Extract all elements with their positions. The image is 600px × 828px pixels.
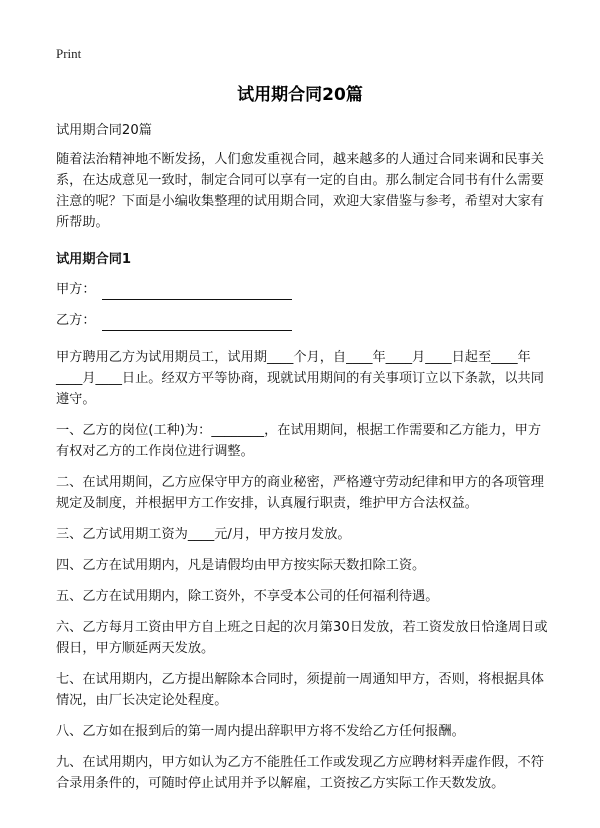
party-b-label: 乙方： <box>56 313 96 328</box>
party-b-blank-line <box>102 314 292 331</box>
clause-paragraph: 八、乙方如在报到后的第一周内提出辞职甲方将不发给乙方任何报酬。 <box>56 724 465 739</box>
clause-paragraph: 四、乙方在试用期内，凡是请假均由甲方按实际天数扣除工资。 <box>56 558 426 573</box>
clause-paragraph: 二、在试用期间，乙方应保守甲方的商业秘密，严格遵守劳动纪律和甲方的各项管理规定及制度，并根据甲方工作安排，认真履行职责，维护甲方合法权益。 <box>56 475 544 511</box>
clause-paragraph: 六、乙方每月工资由甲方自上班之日起的次月第30日发放，若工资发放日恰逢周日或假日，甲方顺延两天发放。 <box>56 620 548 656</box>
party-a-label: 甲方： <box>56 282 96 297</box>
clause-paragraph: 七、在试用期内，乙方提出解除本合同时，须提前一周通知甲方，否则，将根据具体情况，由厂长决定论处程度。 <box>56 672 544 708</box>
party-a-blank-line <box>102 283 292 300</box>
section-heading: 试用期合同1 <box>56 252 132 267</box>
document-subtitle: 试用期合同20篇 <box>56 123 152 138</box>
party-b-row <box>56 310 548 331</box>
clause-paragraph: 九、在试用期内，甲方如认为乙方不能胜任工作或发现乙方应聘材料弄虚作假，不符合录用条件的，可随时停止试用并予以解雇，工资按乙方实际工作天数发放。 <box>56 755 544 791</box>
clause-paragraph: 五、乙方在试用期内，除工资外，不享受本公司的任何福利待遇。 <box>56 589 439 604</box>
document-body <box>56 120 548 804</box>
clause-paragraph: 一、乙方的岗位(工种)为：________，在试用期间，根据工作需要和乙方能力，甲方有权对乙方的工作岗位进行调整。 <box>56 423 542 459</box>
clause-paragraph: 甲方聘用乙方为试用期员工，试用期____个月，自____年____月____日起至____年____月____日止。经双方平等协商，现就试用期间的有关事项订立以下条款，以共同遵守。 <box>56 350 544 407</box>
document-title: 试用期合同20篇 <box>237 85 363 105</box>
print-link[interactable]: Print <box>56 46 82 61</box>
party-a-row <box>56 279 548 300</box>
clause-paragraph: 三、乙方试用期工资为____元/月，甲方按月发放。 <box>56 527 351 542</box>
intro-paragraph: 随着法治精神地不断发扬，人们愈发重视合同，越来越多的人通过合同来调和民事关系，在达成意见一致时，制定合同可以享有一定的自由。那么制定合同书有什么需要注意的呢？下面是小编收集整理的试用期合同，欢迎大家借鉴与参考，希望对大家有所帮助。 <box>56 152 544 230</box>
